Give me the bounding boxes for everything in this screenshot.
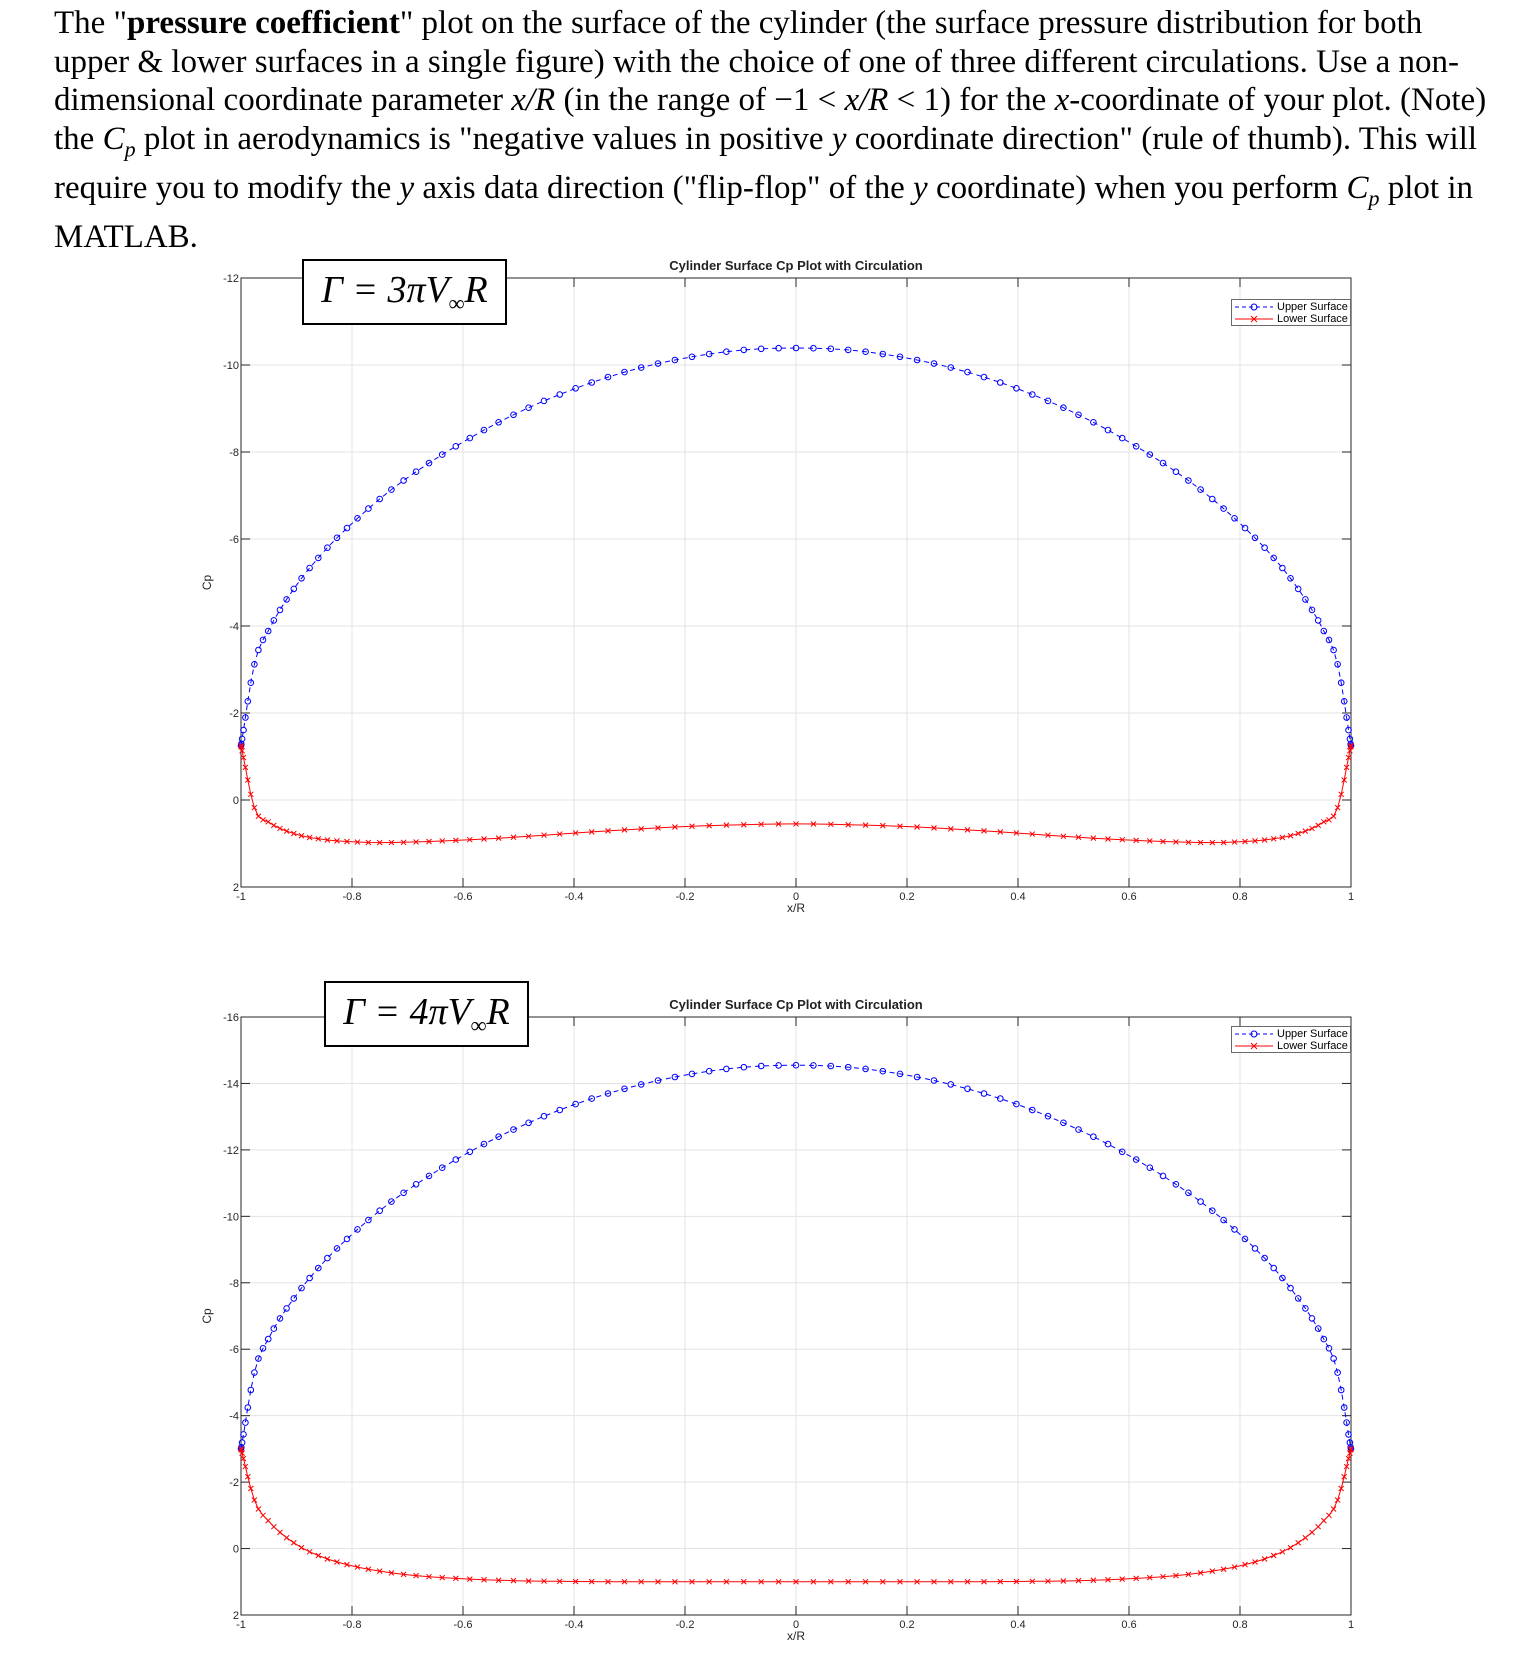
lower-surface-point — [266, 1518, 271, 1523]
upper-surface-point — [1232, 1227, 1238, 1233]
problem-text-segment: The " — [54, 5, 128, 41]
upper-surface-point — [557, 392, 563, 398]
upper-surface-point — [307, 1275, 313, 1281]
upper-surface-point — [307, 565, 313, 571]
upper-surface-point — [401, 478, 407, 484]
lower-surface-point — [284, 829, 289, 834]
upper-surface-point — [453, 444, 459, 450]
y-tick-label: 0 — [232, 1543, 239, 1556]
upper-surface-point — [981, 374, 987, 380]
legend — [1231, 299, 1351, 326]
upper-surface-point — [541, 398, 547, 404]
upper-surface-point — [344, 1236, 350, 1242]
y-tick-label: -8 — [229, 447, 239, 459]
upper-surface-point — [965, 1086, 971, 1092]
x-tick-label: 0 — [792, 891, 800, 903]
x-tick-label: 1 — [1347, 891, 1355, 903]
legend-lower-marker-icon — [1234, 1041, 1274, 1051]
circulation-label-box — [302, 259, 507, 325]
lower-surface-point — [1310, 826, 1315, 831]
y-axis-label: Cp — [200, 1308, 214, 1324]
lower-surface-point — [1326, 817, 1331, 822]
x-tick-label: -1 — [236, 891, 246, 903]
x-tick-label: -0.8 — [342, 1619, 362, 1631]
chart-title: Cylinder Surface Cp Plot with Circulation — [669, 997, 923, 1012]
x-tick-label: -0.8 — [342, 891, 362, 903]
lower-surface-point — [256, 1507, 261, 1512]
lower-surface-point — [307, 1549, 312, 1554]
lower-surface-point — [1321, 1518, 1326, 1523]
upper-surface-point — [467, 435, 473, 441]
upper-surface-point — [1105, 427, 1111, 433]
chart-title: Cylinder Surface Cp Plot with Circulation — [669, 258, 923, 273]
y-tick-label: -10 — [223, 360, 239, 372]
y-tick-label: -12 — [223, 1144, 239, 1157]
problem-text-segment: p — [1368, 185, 1380, 211]
upper-surface-point — [377, 1208, 383, 1214]
y-axis-label: Cp — [200, 574, 214, 591]
lower-surface-point — [1316, 823, 1321, 828]
legend-entry-upper — [1234, 1028, 1348, 1040]
problem-text-segment: C — [1346, 169, 1369, 206]
problem-text-segment: y — [399, 169, 415, 206]
x-tick-label: 0.8 — [1232, 891, 1248, 903]
problem-text-segment: < 1) for the — [888, 82, 1055, 118]
legend-lower-marker-icon — [1234, 314, 1274, 324]
y-tick-label: -2 — [229, 708, 239, 720]
x-tick-label: 0.4 — [1010, 891, 1026, 903]
upper-surface-point — [526, 405, 532, 411]
lower-surface-point — [1331, 814, 1336, 819]
lower-surface-point — [325, 1557, 330, 1562]
problem-text — [54, 4, 1494, 256]
upper-surface-point — [1309, 1316, 1315, 1322]
problem-text-segment: x — [1054, 82, 1070, 118]
lower-surface-point — [1262, 1557, 1267, 1562]
upper-surface-point — [325, 1255, 331, 1261]
problem-text-segment: y — [913, 169, 928, 206]
upper-surface-point — [256, 647, 262, 653]
lower-surface-point — [277, 1530, 282, 1535]
y-tick-label: 0 — [232, 795, 239, 807]
problem-text-segment: plot in aerodynamics is "negative values in positive — [135, 120, 832, 157]
upper-surface-point — [1295, 586, 1301, 592]
lower-surface-point — [1331, 1507, 1336, 1512]
upper-surface-point — [998, 1096, 1004, 1102]
upper-surface-point — [1147, 1165, 1153, 1171]
upper-surface-point — [1119, 435, 1125, 441]
y-tick-label: 2 — [232, 882, 239, 894]
upper-surface-point — [413, 469, 419, 475]
legend-entry-lower — [1234, 313, 1348, 325]
legend-upper-marker-icon — [1234, 302, 1274, 312]
upper-surface-point — [1198, 1199, 1204, 1205]
cp-chart-svg — [0, 240, 1524, 920]
y-tick-label: -6 — [229, 534, 239, 546]
legend-upper-label: Upper Surface — [1277, 301, 1348, 313]
upper-surface-point — [344, 525, 350, 531]
x-tick-label: 0.2 — [899, 1619, 915, 1631]
cp-chart-svg — [0, 966, 1524, 1656]
lower-surface-point — [284, 1535, 289, 1540]
upper-surface-point — [1262, 545, 1268, 551]
x-tick-label: -0.4 — [564, 1619, 584, 1631]
problem-text-segment: coordinate direction" (rule of thumb). This will require you to modify the — [54, 120, 1478, 206]
x-tick-label: -0.2 — [675, 891, 695, 903]
upper-surface-point — [557, 1107, 563, 1113]
upper-surface-point — [1030, 392, 1036, 398]
upper-surface-point — [1091, 1134, 1097, 1140]
lower-surface-point — [1271, 1553, 1276, 1558]
lower-surface-point — [1316, 1524, 1321, 1529]
upper-surface-point — [1173, 469, 1179, 475]
upper-surface-point — [1242, 525, 1248, 531]
problem-text-segment: axis data direction ("flip-flop" of the — [414, 169, 914, 206]
x-tick-label: -0.4 — [564, 891, 584, 903]
upper-surface-point — [1105, 1141, 1111, 1147]
problem-text-segment: x/R — [511, 82, 556, 118]
upper-surface-point — [1315, 618, 1321, 624]
legend-lower-label: Lower Surface — [1277, 1040, 1348, 1052]
lower-surface-point — [291, 1540, 296, 1545]
y-tick-label: 2 — [232, 1610, 239, 1622]
upper-surface-point — [1280, 565, 1286, 571]
legend-entry-upper — [1234, 301, 1348, 313]
y-tick-label: -4 — [229, 1410, 239, 1423]
upper-surface-point — [277, 607, 283, 613]
lower-surface-point — [271, 1524, 276, 1529]
legend-upper-label: Upper Surface — [1277, 1028, 1348, 1040]
upper-surface-point — [265, 1336, 271, 1342]
upper-surface-point — [1326, 1346, 1332, 1352]
x-tick-label: 0.6 — [1121, 891, 1137, 903]
upper-surface-point — [1160, 1173, 1166, 1179]
y-tick-label: -14 — [223, 1078, 239, 1091]
x-axis-label: x/R — [787, 901, 805, 915]
problem-text-segment: coordinate) when you perform — [927, 169, 1347, 206]
problem-text-segment: p — [124, 136, 136, 162]
y-tick-label: -16 — [223, 1012, 239, 1024]
lower-surface-point — [261, 817, 266, 822]
x-tick-label: -0.6 — [453, 1619, 473, 1631]
lower-surface-point — [1303, 829, 1308, 834]
x-tick-label: 0 — [792, 1619, 800, 1631]
x-tick-label: 1 — [1347, 1619, 1355, 1631]
lower-surface-point — [316, 1553, 321, 1558]
y-tick-label: -8 — [229, 1277, 239, 1290]
lower-surface-point — [261, 1513, 266, 1518]
lower-surface-point — [1296, 1540, 1301, 1545]
problem-text-segment: x/R — [844, 82, 889, 118]
x-axis-label: x/R — [787, 1629, 805, 1643]
x-tick-label: 0.2 — [899, 891, 915, 903]
upper-surface-point — [271, 1326, 277, 1332]
legend-entry-lower — [1234, 1040, 1348, 1052]
upper-surface-point — [413, 1182, 419, 1188]
x-tick-label: -0.6 — [453, 891, 473, 903]
problem-text-segment: " plot on the surface of the cylinder (the surface pressure distribution for both upper & lower surfaces in a single figure) with the choice of one of three different circulations. Use a non-dimensional coordinate parameter — [54, 5, 1460, 118]
x-tick-label: 0.8 — [1232, 1619, 1248, 1631]
upper-surface-point — [1331, 1356, 1337, 1362]
lower-surface-point — [1326, 1513, 1331, 1518]
lower-surface-point — [277, 826, 282, 831]
cp-plot-gamma-3 — [0, 240, 1524, 920]
upper-surface-point — [325, 545, 331, 551]
x-tick-label: -0.2 — [675, 1619, 695, 1631]
y-tick-label: -12 — [223, 273, 239, 285]
upper-surface-point — [284, 1306, 290, 1312]
lower-surface-point — [1321, 819, 1326, 824]
upper-surface-point — [366, 506, 372, 512]
x-tick-label: 0.6 — [1121, 1619, 1137, 1631]
lower-surface-point — [1303, 1535, 1308, 1540]
problem-statement — [54, 4, 1494, 256]
upper-surface-point — [526, 1120, 532, 1126]
circulation-label: $\Gamma = 4\pi V_\infty R$ — [343, 990, 510, 1038]
circulation-label: $\Gamma = 3\pi V_\infty R$ — [321, 268, 488, 316]
y-tick-label: -2 — [229, 1477, 239, 1490]
x-tick-label: -1 — [236, 1619, 246, 1631]
upper-surface-point — [1288, 1285, 1294, 1291]
upper-surface-point — [998, 380, 1004, 386]
problem-text-segment: plot in MATLAB. — [54, 169, 1474, 255]
y-tick-label: -6 — [229, 1344, 239, 1357]
y-tick-label: -10 — [223, 1211, 239, 1224]
upper-surface-point — [981, 1091, 987, 1097]
problem-text-segment: y — [831, 120, 847, 157]
cp-plot-gamma-4 — [0, 966, 1524, 1646]
upper-surface-point — [1271, 1265, 1277, 1271]
legend-lower-label: Lower Surface — [1277, 313, 1348, 325]
lower-surface-point — [256, 814, 261, 819]
lower-surface-point — [271, 823, 276, 828]
lower-surface-point — [1288, 1545, 1293, 1550]
upper-surface-point — [541, 1113, 547, 1119]
upper-surface-point — [291, 586, 297, 592]
upper-surface-point — [965, 369, 971, 375]
x-tick-label: 0.4 — [1010, 1619, 1026, 1631]
problem-text-segment: (in the range of −1 < — [555, 82, 845, 118]
legend-upper-marker-icon — [1234, 1029, 1274, 1039]
problem-text-segment: -coordinate of your plot. (Note) the — [54, 82, 1487, 157]
problem-text-segment: C — [102, 120, 125, 157]
y-tick-label: -4 — [229, 621, 239, 633]
lower-surface-point — [1280, 1549, 1285, 1554]
upper-surface-point — [1252, 1246, 1258, 1252]
upper-surface-point — [1210, 496, 1216, 502]
upper-surface-point — [453, 1157, 459, 1163]
lower-surface-point — [1310, 1530, 1315, 1535]
lower-surface-point — [299, 1545, 304, 1550]
circulation-label-box — [324, 981, 529, 1047]
lower-surface-point — [266, 819, 271, 824]
legend — [1231, 1026, 1351, 1053]
problem-text-segment: pressure coefficient — [127, 5, 400, 41]
